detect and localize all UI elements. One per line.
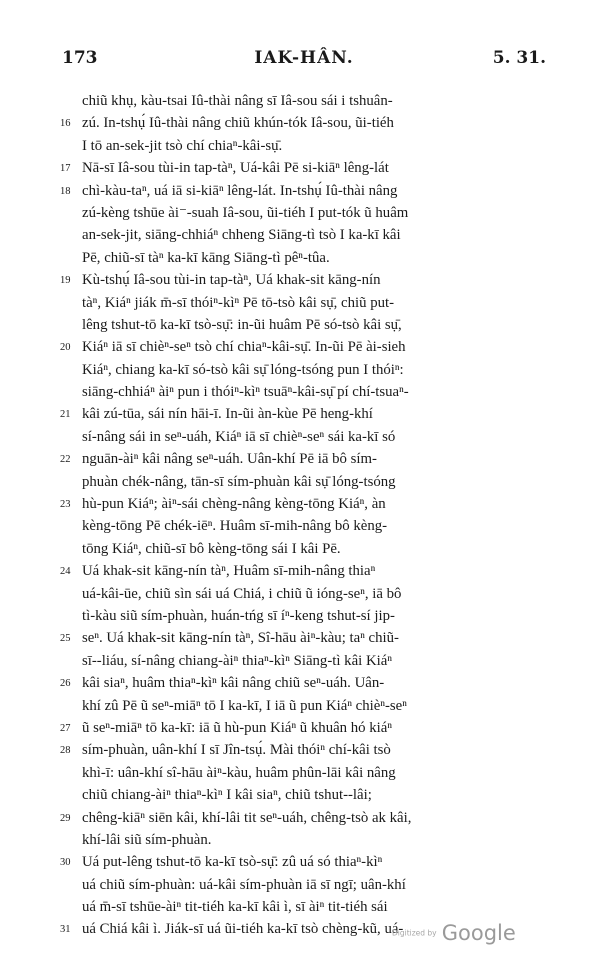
text-line bbox=[62, 560, 550, 582]
text-line bbox=[62, 448, 550, 470]
text-line bbox=[62, 471, 550, 493]
line-text: Nā-sī Iâ-sou tùi-in tap-tàⁿ, Uá-kâi Pē si-kiāⁿ lêng-lát bbox=[82, 160, 389, 177]
line-text: Kiáⁿ, chiang ka-kī só-tsò kâi sụ̄ lóng-tsóng pun I thóiⁿ: bbox=[82, 361, 404, 378]
line-text: uá chiũ sím-phuàn: uá-kâi sím-phuàn iā sī ngī; uân-khí bbox=[82, 876, 406, 893]
text-line bbox=[62, 90, 550, 112]
line-text: zú. In-tshụ́ Iû-thài nâng chiũ khún-tók Iâ-sou, ũi-tiéh bbox=[82, 115, 394, 132]
verse-number: 18 bbox=[60, 185, 71, 197]
page-header bbox=[62, 48, 546, 72]
text-line bbox=[62, 829, 550, 851]
text-line bbox=[62, 851, 550, 873]
verse-number: 30 bbox=[60, 857, 71, 869]
line-text: sī--liáu, sí-nâng chiang-àiⁿ thiaⁿ-kìⁿ Siāng-tì kâi Kiáⁿ bbox=[82, 652, 392, 669]
text-line bbox=[62, 157, 550, 179]
verse-number: 24 bbox=[60, 566, 71, 578]
line-text: uá-kâi-ūe, chiũ sìn sái uá Chiá, i chiũ ũ ióng-seⁿ, iā bô bbox=[82, 585, 402, 602]
digitized-by-watermark bbox=[392, 921, 516, 945]
line-text: khí zû Pē ũ seⁿ-miāⁿ tō I ka-kī, I iā ũ pun Kiáⁿ chièⁿ-seⁿ bbox=[82, 697, 407, 714]
line-text: chêng-kiāⁿ siēn kâi, khí-lâi tit seⁿ-uáh, chêng-tsò ak kâi, bbox=[82, 809, 412, 826]
text-line bbox=[62, 314, 550, 336]
verse-number: 28 bbox=[60, 745, 71, 757]
line-text: nguān-àiⁿ kâi nâng seⁿ-uáh. Uân-khí Pē iā bô sím- bbox=[82, 451, 377, 468]
page-body-text bbox=[62, 90, 550, 941]
line-text: Uá put-lêng tshut-tō ka-kī tsò-sụ̄: zû uá só thiaⁿ-kìⁿ bbox=[82, 854, 383, 871]
watermark-logo-text: Google bbox=[441, 921, 516, 945]
line-text: lêng tshut-tō ka-kī tsò-sụ̄: in-ũi huâm Pē só-tsò kâi sụ̄, bbox=[82, 316, 402, 333]
line-text: Pē, chiũ-sī tàⁿ ka-kī kāng Siāng-tì pêⁿ-tûa. bbox=[82, 249, 330, 266]
text-line bbox=[62, 224, 550, 246]
text-line bbox=[62, 762, 550, 784]
text-line bbox=[62, 292, 550, 314]
text-line bbox=[62, 896, 550, 918]
text-line bbox=[62, 336, 550, 358]
line-text: Kiáⁿ iā sī chièⁿ-seⁿ tsò chí chiaⁿ-kâi-sụ̄. In-ũi Pē ài-sieh bbox=[82, 339, 406, 356]
line-text: sím-phuàn, uân-khí I sī Jîn-tsụ́. Mài thóiⁿ chí-kâi tsò bbox=[82, 742, 391, 759]
verse-number: 25 bbox=[60, 633, 71, 645]
line-text: sí-nâng sái in seⁿ-uáh, Kiáⁿ iā sī chièⁿ-seⁿ sái ka-kī só bbox=[82, 428, 396, 445]
text-line bbox=[62, 627, 550, 649]
text-line bbox=[62, 739, 550, 761]
text-line bbox=[62, 605, 550, 627]
line-text: I tō an-sek-jit tsò chí chiaⁿ-kâi-sụ̄. bbox=[82, 137, 283, 154]
text-line bbox=[62, 112, 550, 134]
text-line bbox=[62, 493, 550, 515]
line-text: khì-ī: uân-khí sî-hāu àiⁿ-kàu, huâm phûn-lāi kâi nâng bbox=[82, 764, 396, 781]
line-text: tōng Kiáⁿ, chiũ-sī bô kèng-tōng sái I kâi Pē. bbox=[82, 540, 341, 557]
line-text: chiũ chiang-àiⁿ thiaⁿ-kìⁿ I kâi siaⁿ, chiũ tshut--lâi; bbox=[82, 787, 372, 804]
verse-number: 26 bbox=[60, 678, 71, 690]
verse-number: 19 bbox=[60, 275, 71, 287]
text-line bbox=[62, 650, 550, 672]
text-line bbox=[62, 247, 550, 269]
line-text: tàⁿ, Kiáⁿ jiák m̄-sī thóiⁿ-kìⁿ Pē tō-tsò kâi sụ̄, chiũ put- bbox=[82, 294, 395, 311]
line-text: kèng-tōng Pē chék-iēⁿ. Huâm sī-mih-nâng bô kèng- bbox=[82, 518, 388, 535]
line-text: kâi zú-tūa, sái nín hāi-ī. In-ũi àn-kùe Pē heng-khí bbox=[82, 406, 373, 423]
verse-number: 23 bbox=[60, 499, 71, 511]
line-text: zú-kèng tshūe ài⁻-suah Iâ-sou, ũi-tiéh I put-tók ũ huâm bbox=[82, 204, 409, 221]
text-line bbox=[62, 874, 550, 896]
line-text: siāng-chhiáⁿ àiⁿ pun i thóiⁿ-kìⁿ tsuāⁿ-kâi-sụ̄ pí chí-tsuaⁿ- bbox=[82, 384, 409, 401]
line-text: uá Chiá kâi ì. Jiák-sī uá ũi-tiéh ka-kī tsò chèng-kũ, uá- bbox=[82, 921, 404, 938]
watermark-small-text: Digitized by bbox=[392, 928, 437, 938]
text-line bbox=[62, 202, 550, 224]
text-line bbox=[62, 538, 550, 560]
text-line bbox=[62, 180, 550, 202]
verse-number: 31 bbox=[60, 924, 71, 936]
page-number: 173 bbox=[62, 48, 98, 68]
line-text: kâi siaⁿ, huâm thiaⁿ-kìⁿ kâi nâng chiũ seⁿ-uáh. Uân- bbox=[82, 675, 385, 692]
line-text: Uá khak-sit kāng-nín tàⁿ, Huâm sī-mih-nâng thiaⁿ bbox=[82, 563, 376, 580]
running-title: IAK-HÂN. bbox=[254, 48, 354, 68]
text-line bbox=[62, 717, 550, 739]
text-line bbox=[62, 583, 550, 605]
line-text: ũ seⁿ-miāⁿ tō ka-kī: iā ũ hù-pun Kiáⁿ ũ khuân hó kiáⁿ bbox=[82, 719, 392, 736]
line-text: phuàn chék-nâng, tān-sī sím-phuàn kâi sụ̄ lóng-tsóng bbox=[82, 473, 396, 490]
text-line bbox=[62, 515, 550, 537]
verse-number: 29 bbox=[60, 812, 71, 824]
line-text: seⁿ. Uá khak-sit kāng-nín tàⁿ, Sî-hāu àiⁿ-kàu; taⁿ chiũ- bbox=[82, 630, 399, 647]
verse-number: 17 bbox=[60, 163, 71, 175]
chapter-verse-reference: 5. 31. bbox=[492, 48, 546, 68]
line-text: tì-kàu siũ sím-phuàn, huán-tńg sī íⁿ-keng tshut-sí jip- bbox=[82, 607, 395, 624]
verse-number: 20 bbox=[60, 342, 71, 354]
verse-number: 22 bbox=[60, 454, 71, 466]
text-line bbox=[62, 807, 550, 829]
line-text: uá m̄-sī tshūe-àiⁿ tit-tiéh ka-kī kâi ì, sī àiⁿ tit-tiéh sái bbox=[82, 899, 388, 916]
verse-number: 16 bbox=[60, 118, 71, 130]
text-line bbox=[62, 784, 550, 806]
line-text: Kù-tshụ́ Iâ-sou tùi-in tap-tàⁿ, Uá khak-sit kāng-nín bbox=[82, 272, 381, 289]
text-line bbox=[62, 426, 550, 448]
text-line bbox=[62, 135, 550, 157]
text-line bbox=[62, 359, 550, 381]
line-text: khí-lâi siũ sím-phuàn. bbox=[82, 831, 212, 848]
line-text: hù-pun Kiáⁿ; àiⁿ-sái chèng-nâng kèng-tōng Kiáⁿ, àn bbox=[82, 496, 386, 513]
text-line bbox=[62, 381, 550, 403]
verse-number: 27 bbox=[60, 722, 71, 734]
text-line bbox=[62, 269, 550, 291]
line-text: chì-kàu-taⁿ, uá iā si-kiāⁿ lêng-lát. In-tshụ́ Iû-thài nâng bbox=[82, 182, 398, 199]
verse-number: 21 bbox=[60, 409, 71, 421]
text-line bbox=[62, 672, 550, 694]
line-text: an-sek-jit, siāng-chhiáⁿ chheng Siāng-tì tsò I ka-kī kâi bbox=[82, 227, 401, 244]
line-text: chiũ khụ, kàu-tsai Iû-thài nâng sī Iâ-sou sái i tshuân- bbox=[82, 93, 393, 109]
text-line bbox=[62, 403, 550, 425]
text-line bbox=[62, 695, 550, 717]
